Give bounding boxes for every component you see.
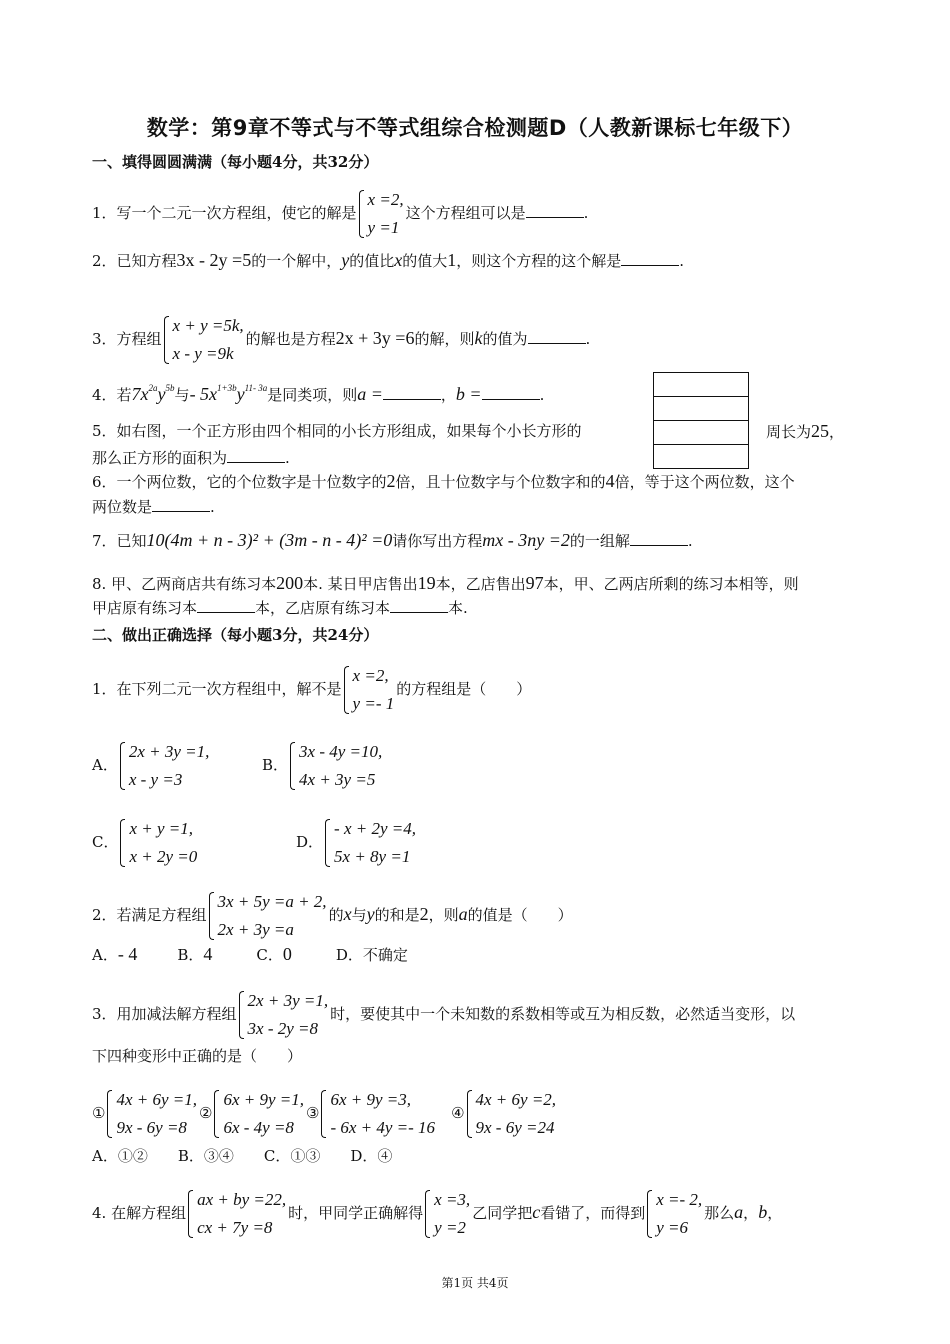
answer-blank <box>197 598 255 613</box>
answer-blank <box>621 251 679 266</box>
number: 200 <box>276 573 304 593</box>
variable-b: b <box>758 1202 768 1222</box>
answer-blank <box>383 385 441 400</box>
question-5-line2: 那么正方形的面积为 . <box>92 449 290 467</box>
choice-3-transformations: ① 4x + 6y =1, 9x - 6y =8 ② 6x + 9y =1, 6x - 4y =8 ③ 6x + 9y =3, - 6x + 4y =- 16 ④ 4x + 6y =2, 9x - 6y =24 <box>92 1086 558 1142</box>
solution-system: x =2, y =- 1 <box>344 662 395 718</box>
answer-blank <box>482 385 540 400</box>
choice-2-options: A．- 4 B．4 C．0 D．不确定 <box>92 944 408 964</box>
option-b-system: 3x - 4y =10, 4x + 3y =5 <box>290 738 382 794</box>
equation-system: ax + by =22, cx + 7y =8 <box>188 1186 286 1242</box>
page-footer: 第1页 共4页 <box>441 1276 509 1290</box>
term-2: - $5x^{1+3b}y^{11- 3a}$ <box>189 383 268 404</box>
figure-rectangle-3 <box>653 420 749 445</box>
number: 2 <box>386 471 396 491</box>
variable-y: y <box>366 904 375 924</box>
option-4-system: 4x + 6y =2, 9x - 6y =24 <box>467 1086 557 1142</box>
solution-system: x =2, y =1 <box>359 186 404 242</box>
question-text: 1．写一个二元一次方程组，使它的解是 <box>92 204 357 222</box>
answer-blank <box>227 448 285 463</box>
number: 19 <box>417 573 436 593</box>
answer-blank <box>526 203 584 218</box>
equation: mx - 3ny =2 <box>482 530 570 550</box>
answer-blank <box>390 598 448 613</box>
choice-question-3-line2: 下四种变形中正确的是（ ） <box>92 1047 303 1065</box>
question-4: 4．若$7x^{2a}y^{5b}$与- $5x^{1+3b}y^{11- 3a}$是同类项，则a = ，b = . <box>92 383 545 404</box>
variable-k: k <box>474 328 483 348</box>
variable-a: a <box>458 904 468 924</box>
equation: 10(4m + n - 3)² + (3m - n - 4)² =0 <box>146 530 393 550</box>
choice-3-answers: A．①② B．③④ C．①③ D．④ <box>92 1147 393 1165</box>
figure-rectangle-4 <box>653 444 749 469</box>
question-1: 1．写一个二元一次方程组，使它的解是 x =2, y =1 这个方程组可以是 . <box>92 186 588 242</box>
choice-question-3: 3．用加减法解方程组 2x + 3y =1, 3x - 2y =8 时，要使其中一个未知数的系数相等或互为相反数，必然适当变形，以 <box>92 987 795 1043</box>
page-title: 数学：第9章不等式与不等式组综合检测题D（人教新课标七年级下） <box>146 116 804 140</box>
choice-question-4: 4. 在解方程组 ax + by =22, cx + 7y =8 时，甲同学正确解得 x =3, y =2 乙同学把c看错了，而得到 x =- 2, y =6 那么a，b， <box>92 1186 782 1242</box>
equation-system: x + y =5k, x - y =9k <box>164 312 244 368</box>
number: 2 <box>419 904 429 924</box>
option-2-system: 6x + 9y =1, 6x - 4y =8 <box>214 1086 304 1142</box>
option-a-system: 2x + 3y =1, x - y =3 <box>120 738 210 794</box>
choice-question-2: 2．若满足方程组 3x + 5y =a + 2, 2x + 3y =a 的x与y的和是2，则a的值是（ ） <box>92 888 573 944</box>
option-1-system: 4x + 6y =1, 9x - 6y =8 <box>107 1086 197 1142</box>
choice-options-ab: A． 2x + 3y =1, x - y =3 <box>92 738 211 794</box>
choice-option-b: B． 3x - 4y =10, 4x + 3y =5 <box>262 738 384 794</box>
question-2: 2．已知方程3x - 2y =5的一个解中，y的值比x的值大1，则这个方程的这个解是 . <box>92 250 685 270</box>
answer-blank <box>528 329 586 344</box>
answer-blank <box>152 497 210 512</box>
choice-option-d: D． - x + 2y =4, 5x + 8y =1 <box>296 815 418 871</box>
question-6: 6．一个两位数，它的个位数字是十位数字的2倍，且十位数字与个位数字和的4倍，等于这个两位数，这个 <box>92 471 795 491</box>
number: 4 <box>605 471 615 491</box>
figure-rectangle-2 <box>653 396 749 421</box>
question-5-cont: 周长为25， <box>766 421 845 441</box>
section-heading-choice: 二、做出正确选择（每小题3分，共24分） <box>92 626 379 644</box>
correct-solution: x =3, y =2 <box>425 1186 470 1242</box>
variable-x: x <box>394 250 403 270</box>
equation: 3x - 2y =5 <box>176 250 252 270</box>
question-6-line2: 两位数是 . <box>92 498 215 516</box>
question-8: 8. 甲、乙两商店共有练习本200本. 某日甲店售出19本，乙店售出97本，甲、乙两店所剩的练习本相等，则 <box>92 573 799 593</box>
choice-question-1: 1．在下列二元一次方程组中，解不是 x =2, y =- 1 的方程组是（ ） <box>92 662 531 718</box>
figure-rectangle-1 <box>653 372 749 397</box>
question-3: 3．方程组 x + y =5k, x - y =9k 的解也是方程2x + 3y =6的解，则k的值为 . <box>92 312 590 368</box>
option-c-system: x + y =1, x + 2y =0 <box>120 815 197 871</box>
term-1: $7x^{2a}y^{5b}$ <box>131 383 175 404</box>
option-d-system: - x + 2y =4, 5x + 8y =1 <box>325 815 416 871</box>
equation-system: 2x + 3y =1, 3x - 2y =8 <box>239 987 329 1043</box>
question-text: 这个方程组可以是 <box>405 204 526 222</box>
number: 25 <box>811 421 830 441</box>
variable-b: b = <box>455 384 482 404</box>
question-7: 7．已知10(4m + n - 3)² + (3m - n - 4)² =0请你写出方程mx - 3ny =2的一组解 . <box>92 530 693 550</box>
option-3-system: 6x + 9y =3, - 6x + 4y =- 16 <box>321 1086 435 1142</box>
equation: 2x + 3y =6 <box>335 328 415 348</box>
number: 97 <box>525 573 544 593</box>
wrong-solution: x =- 2, y =6 <box>647 1186 702 1242</box>
equation-system: 3x + 5y =a + 2, 2x + 3y =a <box>209 888 327 944</box>
variable-a: a = <box>357 384 383 404</box>
number: 1 <box>447 250 457 270</box>
variable-c: c <box>532 1202 541 1222</box>
answer-blank <box>630 531 688 546</box>
question-8-line2: 甲店原有练习本 本，乙店原有练习本 本. <box>92 599 468 617</box>
variable-y: y <box>341 250 350 270</box>
section-heading-fill-in: 一、填得圆圆满满（每小题4分，共32分） <box>92 153 379 171</box>
variable-x: x <box>343 904 352 924</box>
variable-a: a <box>734 1202 744 1222</box>
choice-option-c: C． x + y =1, x + 2y =0 <box>92 815 199 871</box>
question-5: 5．如右图，一个正方形由四个相同的小长方形组成，如果每个小长方形的 <box>92 422 582 440</box>
